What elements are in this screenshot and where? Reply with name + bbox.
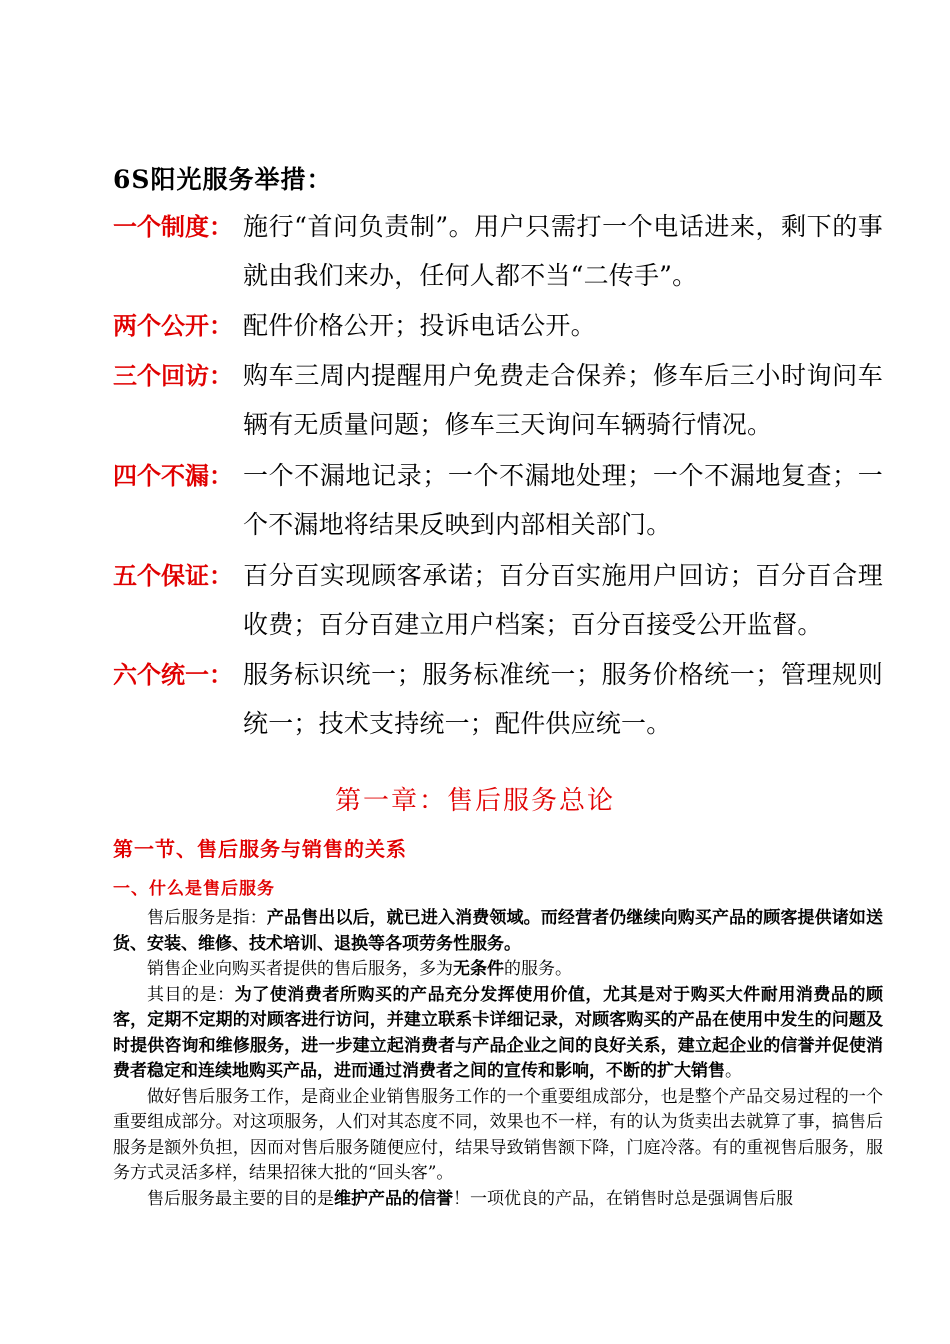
paragraph-unconditional: 销售企业向购买者提供的售后服务，多为无条件的服务。 [147,959,572,979]
measures-heading: 6S阳光服务举措： [113,165,333,194]
subsection-title: 一、什么是售后服务 [113,879,275,899]
measure-item-5 [113,551,883,649]
measure-label: 四个不漏： [113,461,233,490]
measure-label: 六个统一： [113,660,233,689]
measure-item-4 [113,451,883,549]
measure-label: 五个保证： [113,561,233,590]
paragraph-importance: 做好售后服务工作，是商业企业销售服务工作的一个重要组成部分，也是整个产品交易过程的一个重要组成部分。对这项服务，人们对其态度不同，效果也不一样，有的认为货卖出去就算了事，搞售后服务是额外负担，因而对售后服务随便应付，结果导致销售额下降，门庭冷落。有的重视售后服务，服务方式灵活多样，结果招徕大批的“回头客”。 [113,1086,883,1183]
measure-text: 服务标识统一；服务标准统一；服务价格统一；管理规则统一；技术支持统一；配件供应统一。 [243,660,883,738]
chapter-title: 第一章：售后服务总论 [334,786,615,816]
measure-label: 两个公开： [113,311,233,340]
measure-item-3 [113,351,883,449]
measure-item-2 [113,301,883,350]
paragraph-purpose: 其目的是：为了使消费者所购买的产品充分发挥使用价值，尤其是对于购买大件耐用消费品的顾客，定期不定期的对顾客进行访问，并建立联系卡详细记录，对顾客购买的产品在使用中发生的问题及时提供咨询和维修服务，进一步建立起消费者与产品企业之间的良好关系，建立起企业的信誉并促使消费者稳定和连续地购买产品，进而通过消费者之间的宣传和影响，不断的扩大销售。 [113,984,884,1081]
measure-text: 配件价格公开；投诉电话公开。 [243,311,596,340]
paragraph-main-goal: 售后服务最主要的目的是维护产品的信誉！一项优良的产品，在销售时总是强调售后服 [147,1188,793,1209]
measure-item-1 [113,202,883,300]
measure-label: 一个制度： [113,212,233,241]
measure-text: 百分百实现顾客承诺；百分百实施用户回访；百分百合理收费；百分百建立用户档案；百分百接受公开监督。 [243,561,883,639]
paragraph-definition: 售后服务是指：产品售出以后，就已进入消费领域。而经营者仍继续向购买产品的顾客提供诸如送货、安装、维修、技术培训、退换等各项劳务性服务。 [113,908,884,954]
measure-text: 施行“首问负责制”。用户只需打一个电话进来，剩下的事就由我们来办，任何人都不当“二传手”。 [243,212,883,290]
measure-item-6 [113,650,883,748]
measure-text: 购车三周内提醒用户免费走合保养；修车后三小时询问车辆有无质量问题；修车三天询问车辆骑行情况。 [243,361,883,439]
measure-label: 三个回访： [113,361,233,390]
section-title: 第一节、售后服务与销售的关系 [113,837,407,861]
body-text [113,906,883,1212]
measure-text: 一个不漏地记录；一个不漏地处理；一个不漏地复查；一个不漏地将结果反映到内部相关部门。 [243,461,883,539]
